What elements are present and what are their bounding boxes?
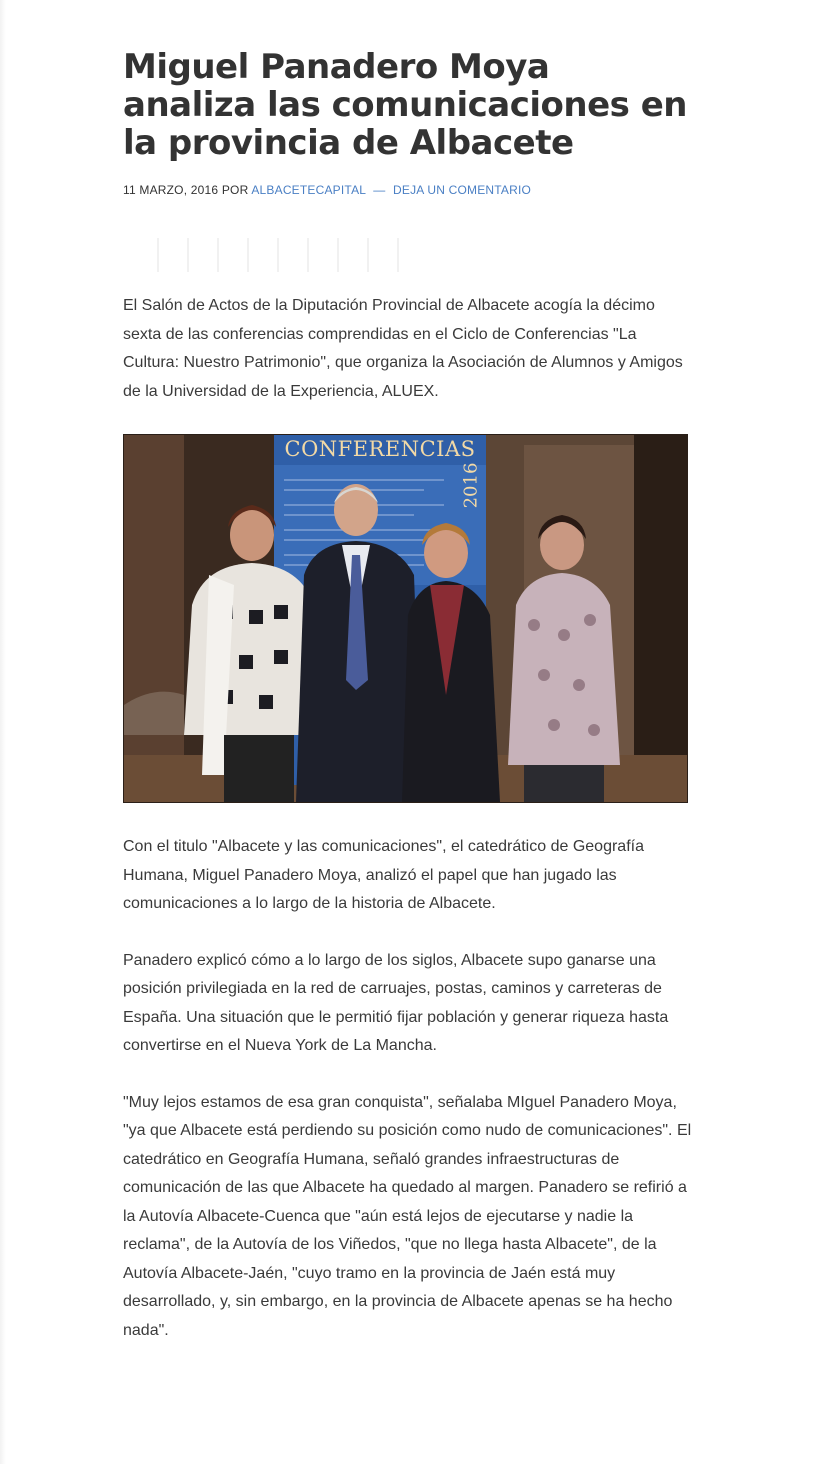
meta-separator: — <box>373 183 386 197</box>
event-photo <box>123 434 688 803</box>
faded-scan-strip <box>129 238 409 272</box>
author-link[interactable]: ALBACETECAPITAL <box>251 183 366 197</box>
paragraph-quote: "Muy lejos estamos de esa gran conquista", señalaba MIguel Panadero Moya, "ya que Albacete está perdiendo su posición como nudo de comunicaciones". El catedrático en Geografía Humana, señaló grandes infraestructuras de comunicación de las que Albacete ha quedado al margen. Panadero se refirió a la Autovía Albacete-Cuenca que "aún está lejos de ejecutarse y nadie la reclama", de la Autovía de los Viñedos, "que no llega hasta Albacete", de la Autovía Albacete-Jaén, "cuyo tramo en la provincia de Jaén está muy desarrollado, y, sin embargo, en la provincia de Albacete apenas se ha hecho nada". <box>123 1093 692 1339</box>
article-title: Miguel Panadero Moya analiza las comunicaciones en la provincia de Albacete <box>123 47 688 163</box>
post-date: 11 MARZO, 2016 <box>123 183 219 197</box>
event-photo-illustration <box>124 435 687 802</box>
post-by: POR <box>221 183 249 197</box>
banner-year: 2016 <box>460 462 482 509</box>
paragraph-title-talk: Con el titulo "Albacete y las comunicaciones", el catedrático de Geografía Humana, Miguel Panadero Moya, analizó el papel que han jugado las comunicaciones a lo largo de la historia de Albacete. <box>123 838 644 912</box>
post-meta <box>123 182 693 198</box>
paragraph-history: Panadero explicó cómo a lo largo de los siglos, Albacete supo ganarse una posición privilegiada en la red de carruajes, postas, caminos y carreteras de España. Una situación que le permitió fijar población y generar riqueza hasta convertirse en el Nueva York de La Mancha. <box>123 951 669 1054</box>
banner-title: CONFERENCIAS <box>284 437 476 461</box>
paragraph-intro: El Salón de Actos de la Diputación Provincial de Albacete acogía la décimo sexta de las conferencias comprendidas en el Ciclo de Conferencias "La Cultura: Nuestro Patrimonio", que organiza la Asociación de Alumnos y Amigos de la Universidad de la Experiencia, ALUEX. <box>123 297 683 400</box>
scan-edge <box>0 0 6 1464</box>
comment-link[interactable]: DEJA UN COMENTARIO <box>393 183 532 197</box>
article <box>123 48 693 1345</box>
